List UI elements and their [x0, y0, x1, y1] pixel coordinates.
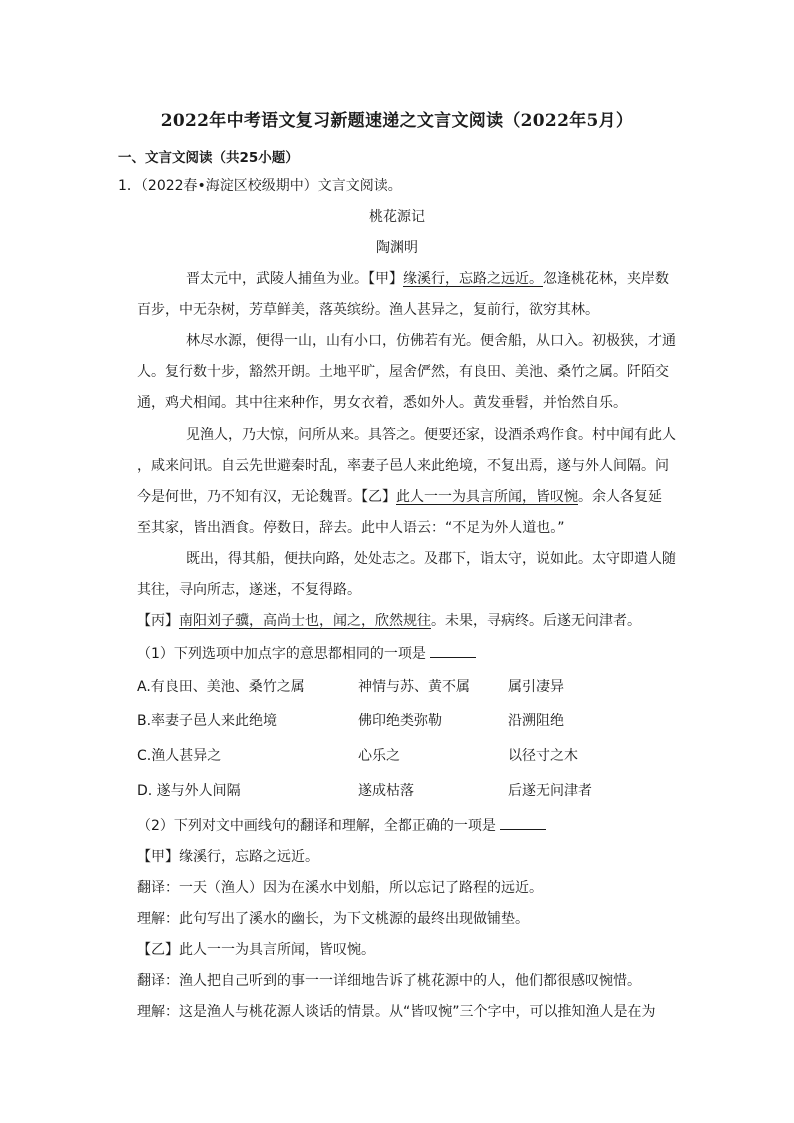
option-a-col3: 属引凄异: [508, 679, 564, 695]
passage-text: 。未果，寻病终。后遂无问津者。: [431, 613, 641, 629]
option-b-col1: B.率妻子邑人来此绝境: [137, 713, 278, 729]
option-a-col1: A.有良田、美池、桑竹之属: [137, 679, 305, 695]
passage-line: [137, 612, 641, 630]
passage-line: 百步，中无杂树，芳草鲜美，落英缤纷。渔人甚异之，复前行，欲穷其林。: [137, 302, 599, 318]
underlined-sentence-jia: 缘溪行，忘路之远近。: [403, 271, 543, 287]
passage-line: 见渔人，乃大惊，问所从来。具答之。便要还家，设酒杀鸡作食。村中闻有此人: [186, 427, 676, 443]
option-c-col3: 以径寸之木: [508, 748, 578, 764]
passage-line: ，咸来问讯。自云先世避秦时乱，率妻子邑人来此绝境，不复出焉，遂与外人间隔。问: [137, 458, 669, 474]
yi-translation: 翻译：渔人把自己听到的事一一详细地告诉了桃花源中的人，他们都很感叹惋惜。: [137, 973, 641, 989]
passage-line: 其往，寻向所志，遂迷，不复得路。: [137, 582, 361, 598]
option-d-col1: D. 遂与外人间隔: [137, 783, 241, 799]
question-header: 1．（2022春•海淀区校级期中）文言文阅读。: [118, 178, 402, 194]
passage-line: 人。复行数十步，豁然开朗。土地平旷，屋舍俨然，有良田、美池、桑竹之属。阡陌交: [137, 364, 669, 380]
passage-line: 既出，得其船，便扶向路，处处志之。及郡下，诣太守，说如此。太守即遣人随: [186, 551, 676, 567]
yi-understanding: 理解：这是渔人与桃花源人谈话的情景。从“皆叹惋”三个字中，可以推知渔人是在为: [137, 1004, 656, 1020]
subquestion-1-prompt: [137, 645, 476, 663]
section-heading: 一、文言文阅读（共25小题）: [118, 150, 299, 166]
answer-blank[interactable]: [500, 817, 546, 830]
option-b-col2: 佛印绝类弥勒: [358, 713, 442, 729]
subquestion-2-prompt: [137, 817, 546, 835]
passage-text: 今是何世，乃不知有汉，无论魏晋。【乙】: [137, 489, 396, 505]
passage-line: 林尽水源，便得一山，山有小口，仿佛若有光。便舍船，从口入。初极狭，才通: [186, 333, 676, 349]
option-b-col3: 沿溯阻绝: [508, 713, 564, 729]
jia-sentence: 【甲】缘溪行，忘路之远近。: [137, 849, 319, 865]
passage-line: [137, 488, 662, 506]
option-a-col2: 神情与苏、黄不属: [358, 679, 470, 695]
passage-title: 桃花源记: [369, 209, 425, 225]
passage-text: 。余人各复延: [578, 489, 662, 505]
document-title: 2022年中考语文复习新题速递之文言文阅读（2022年5月）: [160, 111, 634, 131]
option-d-col2: 遂成枯落: [358, 783, 414, 799]
passage-text: 忽逢桃花林，夹岸数: [543, 271, 669, 287]
passage-line: 通，鸡犬相闻。其中往来种作，男女衣着，悉如外人。黄发垂髫，并怡然自乐。: [137, 395, 627, 411]
jia-translation: 翻译：一天（渔人）因为在溪水中划船，所以忘记了路程的远近。: [137, 880, 543, 896]
underlined-sentence-yi: 此人一一为具言所闻，皆叹惋: [396, 489, 578, 505]
jia-understanding: 理解：此句写出了溪水的幽长，为下文桃源的最终出现做铺垫。: [137, 911, 529, 927]
answer-blank[interactable]: [430, 645, 476, 658]
passage-text: 【丙】: [137, 613, 179, 629]
option-d-col3: 后遂无问津者: [508, 783, 592, 799]
passage-line: 至其家，皆出酒食。停数日，辞去。此中人语云：“不足为外人道也。”: [137, 520, 565, 536]
passage-text: 晋太元中，武陵人捕鱼为业。【甲】: [186, 271, 403, 287]
underlined-sentence-bing: 南阳刘子骥，高尚士也，闻之，欣然规往: [179, 613, 431, 629]
option-c-col1: C.渔人甚异之: [137, 748, 222, 764]
passage-author: 陶渊明: [376, 240, 418, 256]
subquestion-1-text: （1）下列选项中加点字的意思都相同的一项是: [137, 646, 426, 662]
subquestion-2-text: （2）下列对文中画线句的翻译和理解，全都正确的一项是: [137, 818, 496, 834]
yi-sentence: 【乙】此人一一为具言所闻，皆叹惋。: [137, 942, 375, 958]
option-c-col2: 心乐之: [358, 748, 400, 764]
passage-line: [186, 270, 669, 288]
